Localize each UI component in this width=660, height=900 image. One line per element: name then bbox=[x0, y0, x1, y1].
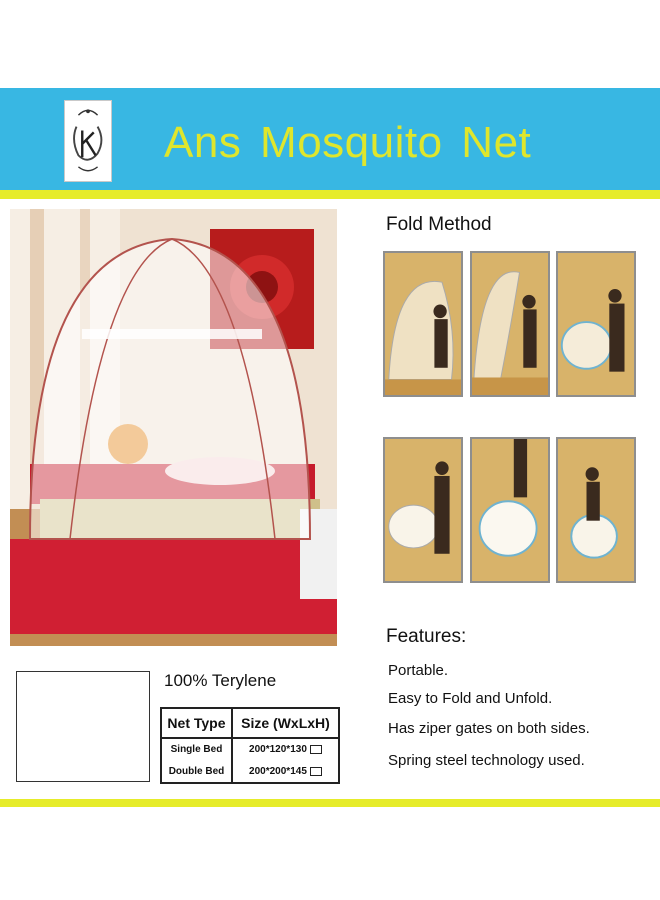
checkbox-icon bbox=[310, 745, 322, 754]
fold-step-2-image bbox=[470, 251, 550, 397]
fold-method-title: Fold Method bbox=[386, 214, 492, 235]
features-title: Features: bbox=[386, 626, 467, 647]
net-type-cell: Double Bed bbox=[168, 765, 225, 777]
product-photo bbox=[10, 209, 337, 646]
size-value: 200*120*130 bbox=[249, 744, 307, 756]
feature-item: Has ziper gates on both sides. bbox=[388, 720, 590, 737]
page-title: Ans Mosquito Net bbox=[164, 118, 532, 167]
fold-step-4-image bbox=[383, 437, 463, 583]
logo-icon bbox=[64, 100, 112, 182]
fold-step-5-image bbox=[470, 437, 550, 583]
net-type-header: Net Type bbox=[161, 708, 232, 738]
size-header: Size (WxLxH) bbox=[232, 708, 339, 738]
size-cell bbox=[232, 761, 339, 784]
fold-step-1-image bbox=[383, 251, 463, 397]
feature-item: Spring steel technology used. bbox=[388, 752, 585, 769]
size-cell bbox=[232, 738, 339, 761]
blank-frame bbox=[16, 671, 150, 782]
fold-step-3-image bbox=[556, 251, 636, 397]
fold-step-6-image bbox=[556, 437, 636, 583]
size-value: 200*200*145 bbox=[249, 765, 307, 777]
footer-stripe bbox=[0, 799, 660, 807]
feature-item: Portable. bbox=[388, 662, 449, 679]
net-type-cell: Single Bed bbox=[170, 744, 223, 756]
material-label: 100% Terylene bbox=[164, 671, 277, 690]
spec-table bbox=[160, 707, 340, 784]
feature-item: Easy to Fold and Unfold. bbox=[388, 690, 553, 707]
header-stripe bbox=[0, 190, 660, 199]
table-row bbox=[161, 761, 339, 784]
table-row bbox=[161, 738, 339, 761]
checkbox-icon bbox=[310, 767, 322, 776]
